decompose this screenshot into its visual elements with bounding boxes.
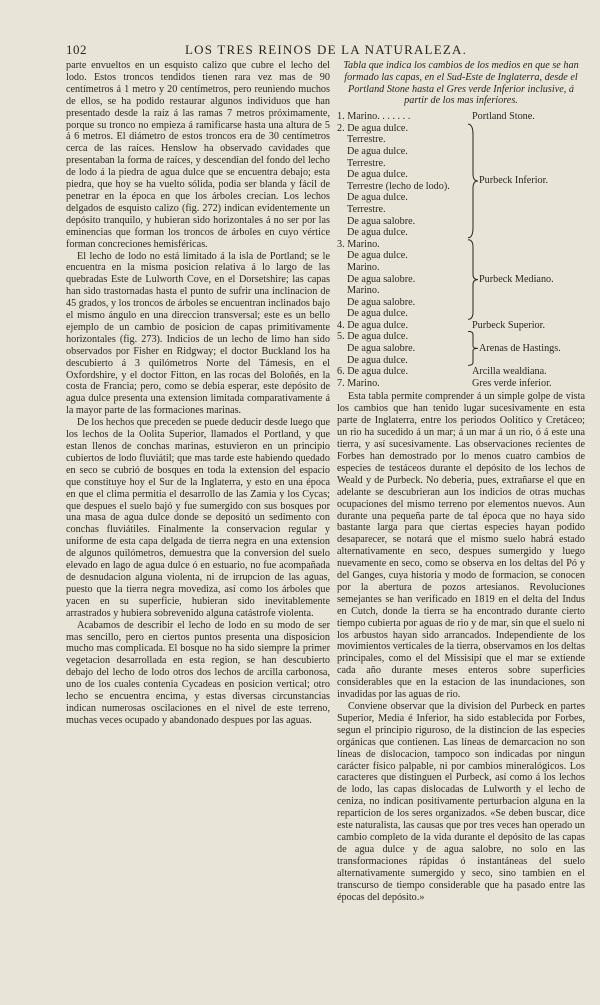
table-cell: Arcilla wealdiana. [472, 366, 547, 378]
paragraph: parte envueltos en un esquisto calizo que cubre el lecho del lodo. Estos troncos tendidos tienen rara vez mas de 90 centímetros á 1 metro y 20 centímetros, pero reuniendo muchos de ellos, se ha podido restaurar algunos individuos que han presentado desde la raíz á las ramas 7 metros próximamente, porque su tronco no empieza á ramificarse hasta una altura de 5 á 6 metros. El diámetro de estos troncos era de 30 centímetros cerca de las raíces. Henslow ha observado cavidades que presentaban la forma de raíces, y descendían del fondo del lecho de lodo á la piedra de agua dulce que se encuentra debajo; esta piedra, que hoy se ha vuelto sólida, podia ser blanda y fácil de penetrar en la época en que los árboles crecian. Los lechos delgados de esquisto calizo (fig. 272) indican evidentemente un depósito tranquilo, y hubieran sido horizontales á no ser por las eminencias que forman los troncos de árboles en cuyo vértice forman concreciones hemisféricas. [66, 60, 330, 250]
table-cell: Terrestre (lecho de lodo). [347, 180, 450, 192]
table-cell: De agua dulce. [347, 354, 408, 366]
table-cell: Portland Stone. [472, 111, 535, 123]
table-cell: De agua dulce. [347, 145, 408, 157]
table-row [337, 111, 585, 123]
table-cell: 3. Marino. [337, 238, 380, 250]
table-cell: De agua dulce. [347, 250, 408, 262]
brace-icon [467, 123, 479, 239]
table-cell: 4. De agua dulce. [337, 319, 408, 331]
table-cell: Terrestre. [347, 203, 386, 215]
running-header [66, 42, 586, 60]
paragraph: De los hechos que preceden se puede deducir desde luego que los lechos de la Oolita Superior, llamados el Portland, y que estan llenos de conchas marinas, estuvieron en un principio cubiertos de lodo fluviátil; que mas tarde este habiendo quedado en seco se cubrió de bosques en toda la extension del espacio que constituye hoy el Sur de la Inglaterra, y esto en una época en que el clima permitia el desarrollo de las Zamia y los Cycas; que despues el suelo bajó y fue sumergido con sus bosques por una masa de agua dulce donde se depositó un sedimento con conchas fluviátiles. Finalmente la conservacion regular y uniforme de esta capa delgada de tierra negra en una extension de algunos quilómetros, demuestra que la conversion del suelo elevado en lago de agua dulce ó en estuario, no fue acompañada de desnudacion alguna violenta, ni de irrupcion de las aguas, puesto que la tierra negra movediza, así como los árboles que yacen en su superficie, hubieran sido inevitablemente arrastrados y hubiera sobrevenido alguna catástrofe violenta. [66, 417, 330, 619]
table-cell: Gres verde inferior. [472, 377, 552, 389]
table-cell: De agua salobre. [347, 215, 416, 227]
table-cell: De agua dulce. [347, 308, 408, 320]
table-group-purbeck-inferior [337, 123, 585, 239]
table-row [337, 320, 585, 332]
table-caption: Tabla que indica los cambios de los medios en que se han formado las capas, en el Sud-Este de Inglaterra, desde el Portland Stone hasta el Gres verde Inferior inclusive, á partir de los mas inferiores. [343, 60, 579, 107]
table-cell: Marino. [347, 285, 380, 297]
table-cell: Purbeck Mediano. [479, 273, 554, 285]
table-cell: De agua salobre. [347, 343, 416, 355]
table-cell: De agua salobre. [347, 273, 416, 285]
right-column [337, 60, 585, 903]
table-cell: 5. De agua dulce. [337, 331, 408, 343]
table-cell: De agua dulce. [347, 192, 408, 204]
table-row [337, 366, 585, 378]
running-title: LOS TRES REINOS DE LA NATURALEZA. [184, 42, 468, 57]
table-cell: De agua salobre. [347, 296, 416, 308]
table-cell: Purbeck Inferior. [479, 174, 549, 186]
table-group-purbeck-medio [337, 239, 585, 320]
table-row [337, 378, 585, 390]
paragraph: Acabamos de describir el lecho de lodo en su modo de ser mas sencillo, pero en ciertos puntos presenta una disposicion mucho mas complicada. El bosque no ha sido siempre la primer vegetacion desarrollada en esta region, se han descubierto debajo del lecho de lodo otros dos lechos de arcilla carbonosa, uno de los cuales contenia Cycadeas en posicion vertical; otro lecho se encuentra encima, y estas diversas circunstancias indican numerosas oscilaciones en el nivel de este terreno, muchas veces ocupado y abandonado despues por las aguas. [66, 619, 330, 726]
table-cell: 1. Marino. . . . . . . [337, 111, 411, 123]
table-cell: 2. De agua dulce. [337, 122, 408, 134]
table-cell: Terrestre. [347, 134, 386, 146]
table-cell: 7. Marino. [337, 377, 380, 389]
table-cell: De agua dulce. [347, 227, 408, 239]
table-cell: Marino. [347, 261, 380, 273]
page-number: 102 [66, 42, 87, 57]
brace-icon [467, 331, 479, 366]
strata-table [337, 111, 585, 389]
left-column [66, 60, 330, 727]
brace-icon [467, 239, 479, 320]
table-cell: 6. De agua dulce. [337, 366, 408, 378]
table-cell: Purbeck Superior. [472, 319, 545, 331]
paragraph: El lecho de lodo no está limitado á la isla de Portland; se le encuentra en la misma posicion relativa á lo largo de las quebradas Este de Lulworth Cove, en el Dorsetshire; las capas han sido trastornadas hasta el punto de sufrir una inclinacion de 45 grados, y los troncos de árboles se encuentran inclinados bajo el mismo ángulo en una direccion transversal; este es un bello ejemplo de un cambio de posicion de capas primitivamente horizontales (fig. 273). Indicios de un lecho de limo han sido observados por Fisher en Ridgway; el doctor Buckland los ha descubierto á 3 quilómetros Norte del Támesis, en el Oxfordshire, y el doctor Fitton, en las rocas del Boloñés, en la costa de Francia; pero, como se debia esperar, este depósito de agua dulce presenta una extension limitada comparativamente á la mayor parte de las formaciones marinas. [66, 250, 330, 417]
table-cell: De agua dulce. [347, 169, 408, 181]
table-cell: Arenas de Hastings. [479, 343, 561, 355]
paragraph: Conviene observar que la division del Purbeck en partes Superior, Media é Inferior, ha sido establecida por Forbes, segun el principio riguroso, de la distincion de las especies orgánicas que contienen. Las líneas de demarcacion no son líneas de dislocacion, tampoco son indicadas por ningun carácter físico palpable, ni por cambios mineralógicos. Los caracteres que distinguen el Purbeck, así como á los lechos de lodo, las capas dislocadas de Lulworth y el lecho de ceniza, no indican positivamente perturbacion alguna en la reparticion de los seres organizados. «Se deben buscar, dice este naturalista, las causas que por tres veces han operado un cambio completo de la vida durante el depósito de las capas de agua dulce y de agua salobre, no solo en las transformaciones rápidas ó instantáneas del suelo alternativamente sumergido y seco, sino tambien en el transcurso de tiempo considerable que ha pasado entre las épocas del depósito.» [337, 701, 585, 903]
table-cell: Terrestre. [347, 157, 386, 169]
table-group-arenas [337, 331, 585, 366]
paragraph: Esta tabla permite comprender á un simple golpe de vista los cambios que han tenido lugar sucesivamente en esta parte de Inglaterra, entre los periodos Oolítico y Cretáceo; un rio ha sucedido á un mar; á un mar á un rio, ó á este una tierra, y así sucesivamente. Las observaciones recientes de Forbes han demostrado por lo menos cuatro cambios de especies de testáceos durante el depósito de los lechos de Weald y de Purbeck. No deberia, pues, extrañarse el que en adelante se descubrieran aun los indicios de otras muchas ocupaciones del mismo terreno por elementos nuevos. Aun durante una pequeña parte de tal época que no haya sido bastante larga para que ciertas especies hayan podido desaparecer, se notará que el mismo suelo habrá estado alternativamente en seco, despues sumergido y luego nuevamente en seco, como se observa en los deltas del Pó y del Ganges, cuya historia y modo de formacion, se conocen por la abertura de pozos artesianos. Revoluciones semejantes se han verificado en 1819 en el delta del Indus en Cutch, donde la tierra se ha encontrado durante cierto tiempo cubierta por aguas de rio y de mar, sin que el suelo ni los arbustos hayan sido arrancados. Independiente de los movimientos verticales de la tierra, observamos en los deltas principales, como el del Missisipí que el mar se extiende cada año durante meses enteros sobre superficies considerables que en la estacion de las inundaciones, son invadidas por las aguas de rio. [337, 391, 585, 701]
